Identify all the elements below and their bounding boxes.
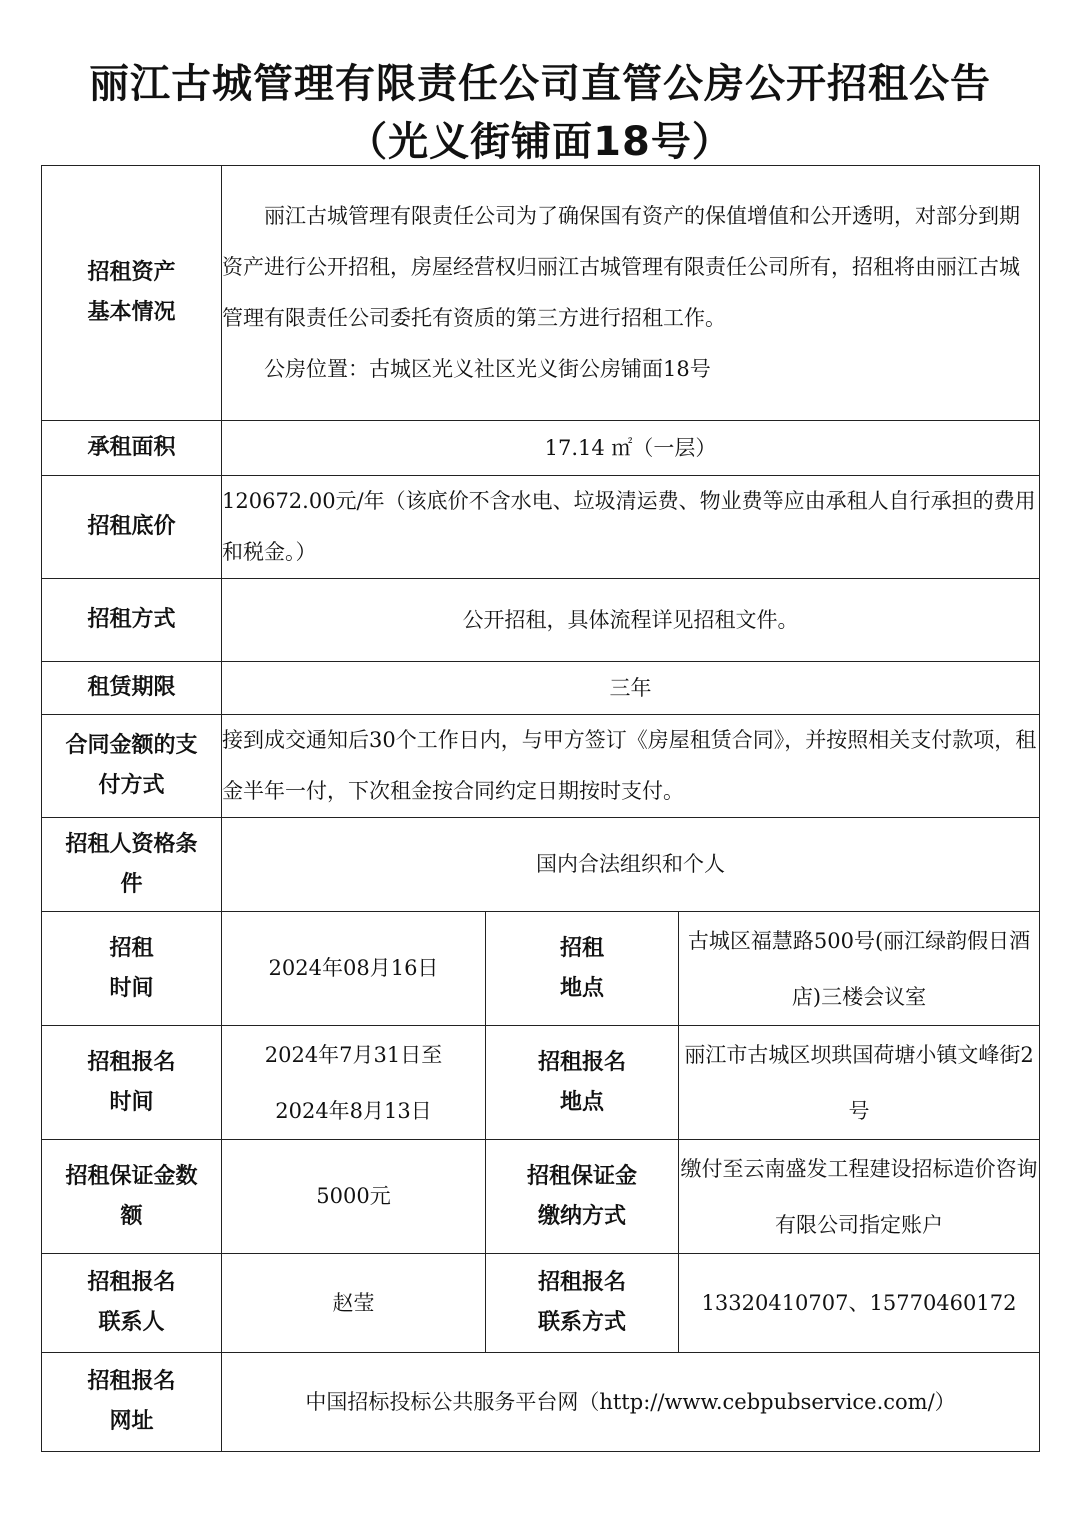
row-deposit bbox=[42, 1140, 1040, 1254]
label-bid-time: 招租 时间 bbox=[42, 912, 222, 1026]
value-contact-info: 13320410707、15770460172 bbox=[679, 1254, 1040, 1353]
row-basic-info bbox=[42, 166, 1040, 421]
label-contact-info: 招租报名 联系方式 bbox=[486, 1254, 679, 1353]
row-registration bbox=[42, 1026, 1040, 1140]
value-bid-time: 2024年08月16日 bbox=[222, 912, 486, 1026]
label-reg-time: 招租报名 时间 bbox=[42, 1026, 222, 1140]
notice-title: 丽江古城管理有限责任公司直管公房公开招租公告 bbox=[89, 61, 991, 107]
row-payment bbox=[42, 715, 1040, 818]
value-reg-time: 2024年7月31日至 2024年8月13日 bbox=[222, 1026, 486, 1140]
label-basic-info: 招租资产 基本情况 bbox=[42, 166, 222, 421]
label-qualification: 招租人资格条 件 bbox=[42, 818, 222, 912]
label-website: 招租报名 网址 bbox=[42, 1353, 222, 1452]
label-deposit-amount: 招租保证金数 额 bbox=[42, 1140, 222, 1254]
value-qualification: 国内合法组织和个人 bbox=[222, 818, 1040, 912]
notice-table bbox=[41, 165, 1040, 1452]
value-payment: 接到成交通知后30个工作日内，与甲方签订《房屋租赁合同》，并按照相关支付款项，租金半年一付，下次租金按合同约定日期按时支付。 bbox=[222, 715, 1040, 818]
value-deposit-method: 缴付至云南盛发工程建设招标造价咨询有限公司指定账户 bbox=[679, 1140, 1040, 1254]
value-bid-place: 古城区福慧路500号(丽江绿韵假日酒店)三楼会议室 bbox=[679, 912, 1040, 1026]
label-contact-person: 招租报名 联系人 bbox=[42, 1254, 222, 1353]
row-qualification bbox=[42, 818, 1040, 912]
notice-subtitle: （光义街铺面18号） bbox=[347, 119, 733, 165]
value-website: 中国招标投标公共服务平台网（http://www.cebpubservice.com/） bbox=[222, 1353, 1040, 1452]
label-deposit-method: 招租保证金 缴纳方式 bbox=[486, 1140, 679, 1254]
row-bid-time-place bbox=[42, 912, 1040, 1026]
row-method bbox=[42, 579, 1040, 662]
value-deposit-amount: 5000元 bbox=[222, 1140, 486, 1254]
label-term: 租赁期限 bbox=[42, 662, 222, 715]
value-area: 17.14 ㎡（一层） bbox=[222, 421, 1040, 476]
value-term: 三年 bbox=[222, 662, 1040, 715]
value-base-price: 120672.00元/年（该底价不含水电、垃圾清运费、物业费等应由承租人自行承担的费用和税金。） bbox=[222, 476, 1040, 579]
label-base-price: 招租底价 bbox=[42, 476, 222, 579]
row-contact bbox=[42, 1254, 1040, 1353]
basic-info-paragraph: 丽江古城管理有限责任公司为了确保国有资产的保值增值和公开透明，对部分到期资产进行公开招租，房屋经营权归丽江古城管理有限责任公司所有，招租将由丽江古城管理有限责任公司委托有资质的第三方进行招租工作。 bbox=[222, 204, 1020, 330]
property-location: 公房位置：古城区光义社区光义街公房铺面18号 bbox=[264, 357, 711, 381]
value-contact-person: 赵莹 bbox=[222, 1254, 486, 1353]
label-method: 招租方式 bbox=[42, 579, 222, 662]
row-website bbox=[42, 1353, 1040, 1452]
value-reg-place: 丽江市古城区坝珙国荷塘小镇文峰街2号 bbox=[679, 1026, 1040, 1140]
label-area: 承租面积 bbox=[42, 421, 222, 476]
row-base-price bbox=[42, 476, 1040, 579]
label-reg-place: 招租报名 地点 bbox=[486, 1026, 679, 1140]
value-basic-info bbox=[222, 166, 1040, 421]
row-term bbox=[42, 662, 1040, 715]
value-method: 公开招租，具体流程详见招租文件。 bbox=[222, 579, 1040, 662]
label-payment: 合同金额的支 付方式 bbox=[42, 715, 222, 818]
row-area bbox=[42, 421, 1040, 476]
label-bid-place: 招租 地点 bbox=[486, 912, 679, 1026]
